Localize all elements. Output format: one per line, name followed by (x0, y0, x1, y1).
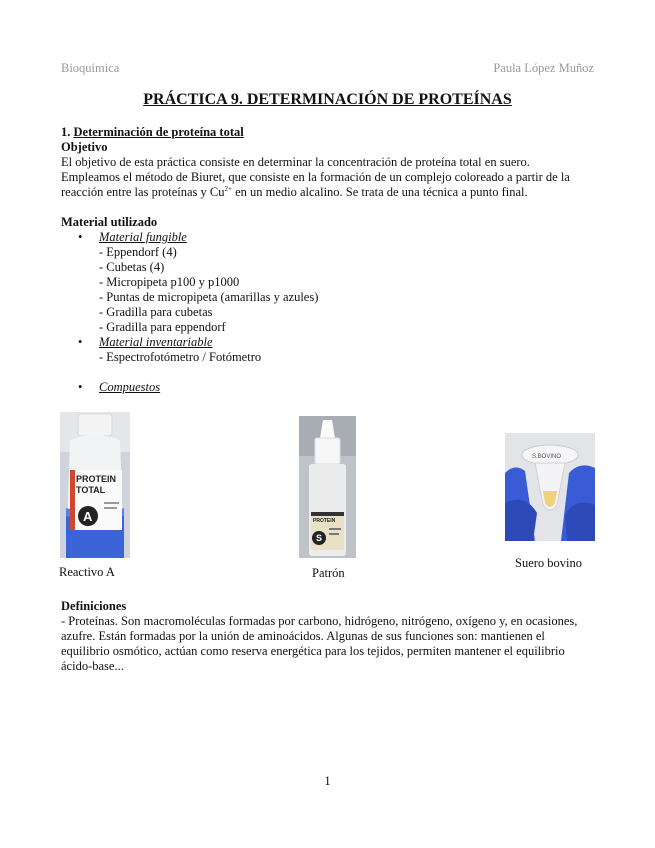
suero-photo (505, 433, 595, 541)
section-title: Determinación de proteína total (73, 125, 244, 139)
definition-line-4: ácido-base... (61, 659, 124, 673)
definitions-heading: Definiciones (61, 599, 127, 613)
definition-line-2: azufre. Están formadas por la unión de aminoácidos. Algunas de sus funciones son: mantienen el (61, 629, 545, 643)
list-item: - Cubetas (4) (99, 260, 165, 274)
reactivo-label-line-2: TOTAL (76, 485, 106, 495)
header-subject: Bioquímica (61, 61, 120, 75)
inventariable-label: Material inventariable (99, 335, 213, 349)
header-author: Paula López Muñoz (493, 61, 594, 75)
section-protein-total (61, 125, 601, 395)
section-heading (61, 125, 601, 140)
list-item: - Puntas de micropipeta (amarillas y azules) (99, 290, 319, 304)
objetivo-line-2: Empleamos el método de Biuret, que consiste en la formación de un complejo coloreado a partir de la (61, 170, 570, 184)
suero-caption: Suero bovino (515, 556, 583, 570)
objetivo-heading: Objetivo (61, 140, 108, 154)
reactivo-bottle-image (60, 412, 130, 558)
list-item: - Espectrofotómetro / Fotómetro (99, 350, 262, 364)
copper-charge: 2+ (224, 184, 232, 193)
objetivo-line-3 (61, 185, 601, 200)
objetivo-line-1: El objetivo de esta práctica consiste en determinar la concentración de proteína total en suero. (61, 155, 530, 169)
fungible-label: Material fungible (99, 230, 187, 244)
patron-photo (299, 416, 356, 558)
list-item: - Gradilla para cubetas (99, 305, 213, 319)
bullet-glyph: • (78, 380, 83, 394)
suero-tube-image (505, 433, 595, 541)
bullet-glyph: • (78, 335, 83, 349)
reactivo-letter: A (83, 509, 93, 524)
list-item: - Gradilla para eppendorf (99, 320, 226, 334)
material-heading: Material utilizado (61, 215, 158, 229)
reactivo-photo (60, 412, 130, 558)
compuestos-label: Compuestos (99, 380, 161, 394)
definitions-section (61, 599, 601, 674)
patron-label: PROTEIN (313, 518, 336, 524)
patron-bottle-image (299, 416, 356, 558)
suero-tube-text: S.BOVINO (532, 454, 562, 460)
bullet-inventariable (61, 335, 601, 350)
list-item: - Micropipeta p100 y p1000 (99, 275, 240, 289)
bullet-fungible (61, 230, 601, 245)
section-number: 1. (61, 125, 71, 139)
list-item: - Eppendorf (4) (99, 245, 177, 259)
definition-line-3: equilibrio osmótico, actúan como reserva energética para los tejidos, permiten mantener el equilibrio (61, 644, 565, 658)
objetivo-line-3a: reacción entre las proteínas y Cu (61, 185, 225, 199)
objetivo-line-3b: en un medio alcalino. Se trata de una técnica a punto final. (231, 185, 528, 199)
definition-line-1: - Proteínas. Son macromoléculas formadas por carbono, hidrógeno, nitrógeno, oxígeno y, en ocasiones, (61, 614, 578, 628)
page-title: PRÁCTICA 9. DETERMINACIÓN DE PROTEÍNAS (143, 91, 512, 108)
reactivo-caption: Reactivo A (59, 565, 115, 579)
page-number: 1 (324, 773, 331, 788)
patron-caption: Patrón (312, 566, 345, 580)
reactivo-label-line-1: PROTEIN (76, 474, 117, 484)
bullet-glyph: • (78, 230, 83, 244)
bullet-compuestos (61, 380, 601, 395)
patron-letter: S (316, 533, 323, 543)
